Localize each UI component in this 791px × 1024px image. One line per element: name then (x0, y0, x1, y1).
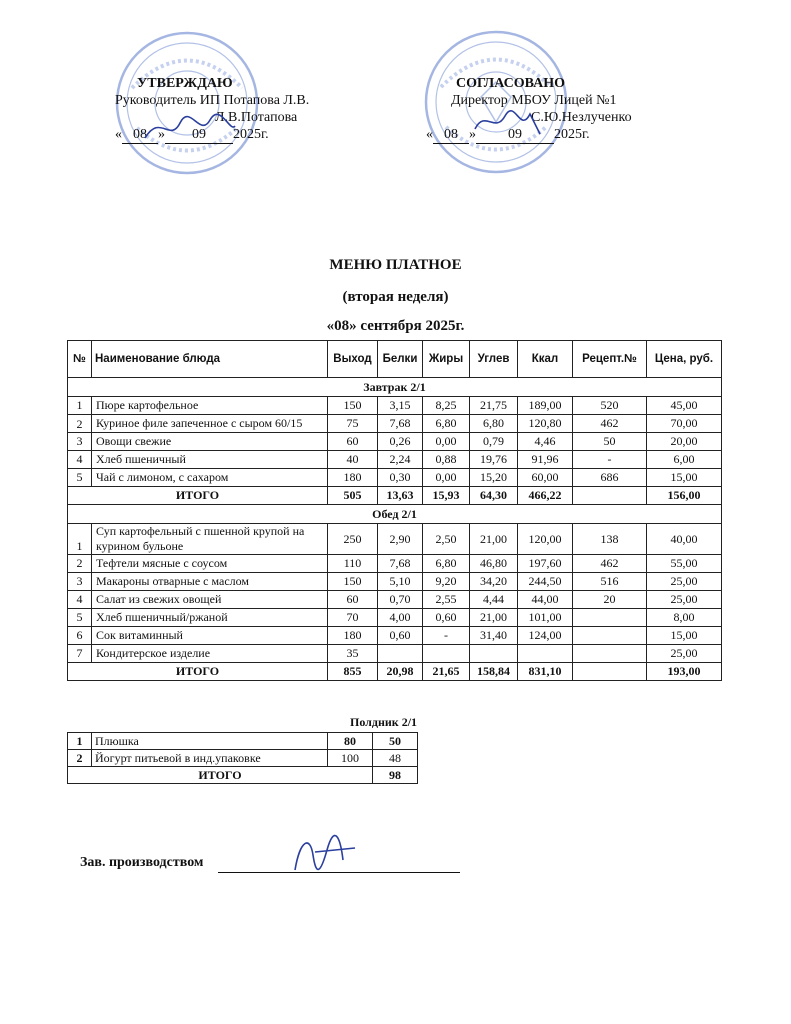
dish-name: Хлеб пшеничный (92, 451, 328, 469)
table-cell: - (573, 451, 647, 469)
table-cell: 686 (573, 469, 647, 487)
agreed-month: 09 (476, 126, 554, 144)
snack-total-label: ИТОГО (68, 767, 373, 784)
table-cell: 75 (328, 415, 378, 433)
table-cell: 6,80 (423, 415, 470, 433)
col-header: Цена, руб. (647, 341, 722, 378)
section-title: Обед 2/1 (68, 505, 722, 524)
snack-cell: 1 (68, 733, 92, 750)
table-cell: 25,00 (647, 573, 722, 591)
table-row (68, 591, 722, 609)
total-row (68, 487, 722, 505)
doc-subtitle: (вторая неделя) (342, 289, 449, 305)
table-cell: 150 (328, 397, 378, 415)
total-cell: 193,00 (647, 663, 722, 681)
table-cell: 180 (328, 627, 378, 645)
table-cell: 35 (328, 645, 378, 663)
table-cell: 15,00 (647, 627, 722, 645)
table-cell: 0,26 (378, 433, 423, 451)
table-cell (423, 645, 470, 663)
table-cell: 4,46 (518, 433, 573, 451)
dish-name: Пюре картофельное (92, 397, 328, 415)
table-cell (573, 627, 647, 645)
col-header: Выход (328, 341, 378, 378)
table-cell: 0,88 (423, 451, 470, 469)
doc-date: «08» сентября 2025г. (326, 318, 465, 334)
menu-table (67, 340, 722, 681)
dish-name: Хлеб пшеничный/ржаной (92, 609, 328, 627)
table-row (68, 645, 722, 663)
table-cell: 120,00 (518, 524, 573, 555)
total-cell: 505 (328, 487, 378, 505)
row-number: 1 (68, 524, 92, 555)
table-cell: 0,70 (378, 591, 423, 609)
table-cell: 9,20 (423, 573, 470, 591)
table-cell: 0,30 (378, 469, 423, 487)
table-cell: 0,79 (470, 433, 518, 451)
table-row (68, 627, 722, 645)
dish-name: Овощи свежие (92, 433, 328, 451)
table-cell (470, 645, 518, 663)
row-number: 3 (68, 573, 92, 591)
table-cell: 2,55 (423, 591, 470, 609)
table-cell: 21,00 (470, 524, 518, 555)
col-header: Рецепт.№ (573, 341, 647, 378)
col-header: № (68, 341, 92, 378)
table-cell: 25,00 (647, 591, 722, 609)
table-cell: 15,00 (647, 469, 722, 487)
col-header: Углев (470, 341, 518, 378)
table-cell: 20 (573, 591, 647, 609)
table-row (68, 555, 722, 573)
table-cell (573, 609, 647, 627)
total-cell: 20,98 (378, 663, 423, 681)
section-title: Завтрак 2/1 (68, 378, 722, 397)
col-header: Белки (378, 341, 423, 378)
snack-total-value: 98 (373, 767, 418, 784)
table-cell: 4,44 (470, 591, 518, 609)
doc-title: МЕНЮ ПЛАТНОЕ (329, 257, 462, 273)
table-cell (378, 645, 423, 663)
table-cell: 197,60 (518, 555, 573, 573)
table-cell: 50 (573, 433, 647, 451)
table-cell: 60,00 (518, 469, 573, 487)
agreed-signer: С.Ю.Незлученко (531, 110, 632, 125)
row-number: 5 (68, 609, 92, 627)
col-header: Ккал (518, 341, 573, 378)
table-row (68, 451, 722, 469)
approve-date-mid: » (158, 127, 165, 142)
signature-right (470, 104, 550, 144)
table-cell: 101,00 (518, 609, 573, 627)
row-number: 2 (68, 415, 92, 433)
table-cell: 8,25 (423, 397, 470, 415)
total-label: ИТОГО (68, 487, 328, 505)
snack-row (68, 750, 418, 767)
table-cell: 244,50 (518, 573, 573, 591)
table-cell: 21,00 (470, 609, 518, 627)
table-cell: 34,20 (470, 573, 518, 591)
row-number: 4 (68, 451, 92, 469)
col-header: Наименование блюда (92, 341, 328, 378)
table-cell: 2,50 (423, 524, 470, 555)
dish-name: Чай с лимоном, с сахаром (92, 469, 328, 487)
agreed-date-open: « (426, 127, 433, 142)
table-cell: 31,40 (470, 627, 518, 645)
approve-signer: Л.В.Потапова (215, 110, 298, 125)
total-cell: 855 (328, 663, 378, 681)
table-cell: 60 (328, 433, 378, 451)
snack-cell: 80 (328, 733, 373, 750)
agreed-day: 08 (433, 126, 469, 144)
dish-name: Куриное филе запеченное с сыром 60/15 (92, 415, 328, 433)
approve-date-open: « (115, 127, 122, 142)
table-cell: 3,15 (378, 397, 423, 415)
table-cell: 25,00 (647, 645, 722, 663)
row-number: 3 (68, 433, 92, 451)
table-row (68, 524, 722, 555)
table-row (68, 573, 722, 591)
table-cell: 5,10 (378, 573, 423, 591)
table-row (68, 433, 722, 451)
table-cell: 6,00 (647, 451, 722, 469)
table-cell: 2,24 (378, 451, 423, 469)
table-row (68, 415, 722, 433)
signature-footer (285, 830, 365, 880)
dish-name: Тефтели мясные с соусом (92, 555, 328, 573)
table-cell: 189,00 (518, 397, 573, 415)
table-cell: - (423, 627, 470, 645)
agreed-position: Директор МБОУ Лицей №1 (451, 93, 617, 108)
snack-cell: 48 (373, 750, 418, 767)
total-cell: 466,22 (518, 487, 573, 505)
row-number: 7 (68, 645, 92, 663)
table-cell: 124,00 (518, 627, 573, 645)
dish-name: Макароны отварные с маслом (92, 573, 328, 591)
total-cell: 156,00 (647, 487, 722, 505)
col-header: Жиры (423, 341, 470, 378)
total-cell: 158,84 (470, 663, 518, 681)
section-row (68, 378, 722, 397)
dish-name: Салат из свежих овощей (92, 591, 328, 609)
table-cell: 21,75 (470, 397, 518, 415)
footer-label: Зав. производством (80, 855, 204, 870)
table-cell: 55,00 (647, 555, 722, 573)
total-cell (573, 487, 647, 505)
total-cell: 831,10 (518, 663, 573, 681)
dish-name: Сок витаминный (92, 627, 328, 645)
snack-title: Полдник 2/1 (350, 715, 418, 729)
table-cell: 91,96 (518, 451, 573, 469)
table-cell: 138 (573, 524, 647, 555)
snack-cell: 100 (328, 750, 373, 767)
table-cell: 6,80 (423, 555, 470, 573)
table-cell: 0,60 (423, 609, 470, 627)
total-row (68, 663, 722, 681)
total-cell: 15,93 (423, 487, 470, 505)
row-number: 5 (68, 469, 92, 487)
section-row (68, 505, 722, 524)
table-cell: 520 (573, 397, 647, 415)
table-row (68, 397, 722, 415)
table-cell: 0,00 (423, 433, 470, 451)
dish-name: Суп картофельный с пшенной крупой на курином бульоне (92, 524, 328, 555)
table-cell: 462 (573, 415, 647, 433)
table-cell: 19,76 (470, 451, 518, 469)
table-cell: 45,00 (647, 397, 722, 415)
table-cell: 46,80 (470, 555, 518, 573)
snack-row (68, 733, 418, 750)
approve-title: УТВЕРЖДАЮ (137, 76, 233, 91)
table-cell: 7,68 (378, 555, 423, 573)
table-cell: 15,20 (470, 469, 518, 487)
table-cell: 6,80 (470, 415, 518, 433)
table-cell: 462 (573, 555, 647, 573)
table-cell: 110 (328, 555, 378, 573)
approve-year: 2025г. (233, 127, 269, 142)
table-cell: 40,00 (647, 524, 722, 555)
row-number: 2 (68, 555, 92, 573)
table-cell: 40 (328, 451, 378, 469)
agreed-title: СОГЛАСОВАНО (456, 76, 565, 91)
total-label: ИТОГО (68, 663, 328, 681)
table-cell: 20,00 (647, 433, 722, 451)
snack-cell: 2 (68, 750, 92, 767)
snack-table (67, 732, 418, 784)
table-row (68, 469, 722, 487)
approve-position: Руководитель ИП Потапова Л.В. (115, 93, 310, 108)
table-cell (573, 645, 647, 663)
table-cell (518, 645, 573, 663)
dish-name: Кондитерское изделие (92, 645, 328, 663)
table-row (68, 609, 722, 627)
table-cell: 0,60 (378, 627, 423, 645)
row-number: 1 (68, 397, 92, 415)
snack-name: Йогурт питьевой в инд.упаковке (92, 750, 328, 767)
snack-cell: 50 (373, 733, 418, 750)
table-cell: 516 (573, 573, 647, 591)
table-cell: 4,00 (378, 609, 423, 627)
snack-name: Плюшка (92, 733, 328, 750)
table-cell: 44,00 (518, 591, 573, 609)
approve-month: 09 (165, 126, 233, 144)
table-cell: 70 (328, 609, 378, 627)
table-cell: 70,00 (647, 415, 722, 433)
row-number: 4 (68, 591, 92, 609)
agreed-year: 2025г. (554, 127, 590, 142)
agreed-date-mid: » (469, 127, 476, 142)
table-cell: 180 (328, 469, 378, 487)
table-cell: 2,90 (378, 524, 423, 555)
table-cell: 150 (328, 573, 378, 591)
table-cell: 120,80 (518, 415, 573, 433)
table-cell: 0,00 (423, 469, 470, 487)
menu-table-body (68, 378, 722, 681)
snack-total-row (68, 767, 418, 784)
total-cell (573, 663, 647, 681)
approve-day: 08 (122, 126, 158, 144)
total-cell: 21,65 (423, 663, 470, 681)
snack-table-body (68, 733, 418, 784)
total-cell: 64,30 (470, 487, 518, 505)
table-cell: 250 (328, 524, 378, 555)
signature-left (140, 108, 240, 148)
table-cell: 7,68 (378, 415, 423, 433)
table-cell: 60 (328, 591, 378, 609)
table-header-row (68, 341, 722, 378)
table-cell: 8,00 (647, 609, 722, 627)
row-number: 6 (68, 627, 92, 645)
total-cell: 13,63 (378, 487, 423, 505)
